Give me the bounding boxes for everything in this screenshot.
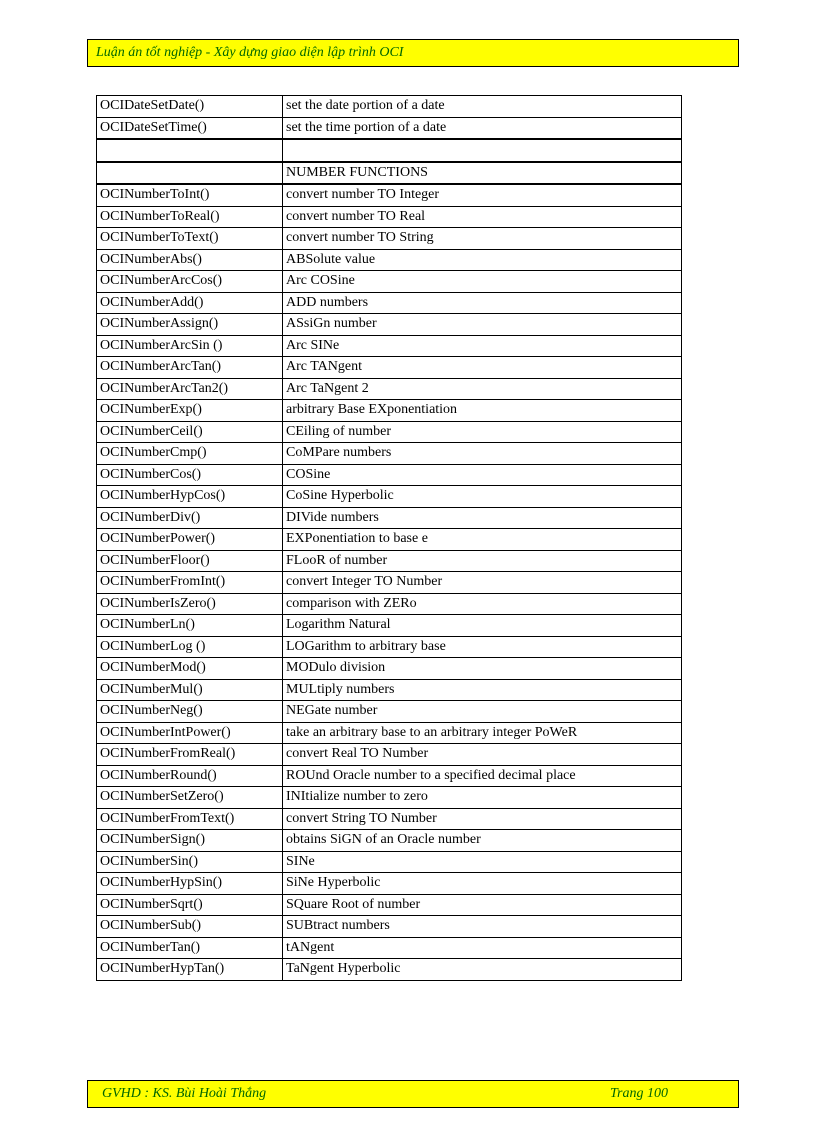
- table-row: [97, 292, 682, 314]
- function-name-cell: [97, 162, 283, 185]
- function-description-cell: INItialize number to zero: [283, 787, 682, 809]
- table-row: [97, 658, 682, 680]
- function-name-cell: OCIDateSetDate(): [97, 96, 283, 118]
- function-name-cell: OCINumberHypCos(): [97, 486, 283, 508]
- function-description-cell: tANgent: [283, 937, 682, 959]
- function-description-cell: ADD numbers: [283, 292, 682, 314]
- function-name-cell: OCINumberFromText(): [97, 808, 283, 830]
- table-row: [97, 937, 682, 959]
- table-row: [97, 117, 682, 139]
- function-description-cell: convert number TO Integer: [283, 184, 682, 206]
- function-description-cell: FLooR of number: [283, 550, 682, 572]
- function-name-cell: OCINumberSetZero(): [97, 787, 283, 809]
- table-row: [97, 572, 682, 594]
- function-description-cell: obtains SiGN of an Oracle number: [283, 830, 682, 852]
- function-description-cell: convert number TO String: [283, 228, 682, 250]
- function-name-cell: OCINumberToReal(): [97, 206, 283, 228]
- function-description-cell: [283, 139, 682, 162]
- function-name-cell: OCINumberMod(): [97, 658, 283, 680]
- function-name-cell: OCINumberIntPower(): [97, 722, 283, 744]
- function-table-wrapper: [96, 95, 681, 981]
- footer-page-number: Trang 100: [610, 1086, 668, 1101]
- function-description-cell: Arc TANgent: [283, 357, 682, 379]
- function-name-cell: OCINumberSin(): [97, 851, 283, 873]
- function-description-cell: Arc COSine: [283, 271, 682, 293]
- table-row: [97, 593, 682, 615]
- table-row: [97, 529, 682, 551]
- table-row: [97, 507, 682, 529]
- function-description-cell: convert Integer TO Number: [283, 572, 682, 594]
- table-row: [97, 228, 682, 250]
- function-description-cell: convert number TO Real: [283, 206, 682, 228]
- table-row: [97, 464, 682, 486]
- function-name-cell: OCINumberRound(): [97, 765, 283, 787]
- function-name-cell: OCINumberFromReal(): [97, 744, 283, 766]
- table-row: [97, 184, 682, 206]
- function-name-cell: OCINumberIsZero(): [97, 593, 283, 615]
- table-row: [97, 96, 682, 118]
- function-description-cell: SiNe Hyperbolic: [283, 873, 682, 895]
- function-name-cell: OCINumberCeil(): [97, 421, 283, 443]
- function-description-cell: EXPonentiation to base e: [283, 529, 682, 551]
- table-row: [97, 271, 682, 293]
- header-title: Luận án tốt nghiệp - Xây dựng giao diện lập trình OCI: [96, 45, 404, 60]
- function-name-cell: OCINumberAdd(): [97, 292, 283, 314]
- function-name-cell: OCINumberLn(): [97, 615, 283, 637]
- table-row: [97, 400, 682, 422]
- function-description-cell: SUBtract numbers: [283, 916, 682, 938]
- table-row: [97, 615, 682, 637]
- function-description-cell: convert Real TO Number: [283, 744, 682, 766]
- function-description-cell: ROUnd Oracle number to a specified decimal place: [283, 765, 682, 787]
- function-name-cell: OCINumberAbs(): [97, 249, 283, 271]
- table-row: [97, 357, 682, 379]
- table-row: [97, 139, 682, 162]
- table-row: [97, 701, 682, 723]
- function-description-cell: ABSolute value: [283, 249, 682, 271]
- table-row: [97, 787, 682, 809]
- function-description-cell: MULtiply numbers: [283, 679, 682, 701]
- function-name-cell: OCINumberArcSin (): [97, 335, 283, 357]
- function-name-cell: OCINumberArcTan(): [97, 357, 283, 379]
- table-row: [97, 722, 682, 744]
- function-name-cell: OCINumberLog (): [97, 636, 283, 658]
- function-name-cell: OCINumberToInt(): [97, 184, 283, 206]
- table-row: [97, 959, 682, 981]
- table-row: [97, 851, 682, 873]
- table-row: [97, 335, 682, 357]
- function-description-cell: NUMBER FUNCTIONS: [283, 162, 682, 185]
- function-description-cell: set the time portion of a date: [283, 117, 682, 139]
- function-description-cell: SINe: [283, 851, 682, 873]
- function-name-cell: OCINumberFloor(): [97, 550, 283, 572]
- function-table: [96, 95, 682, 981]
- function-description-cell: Logarithm Natural: [283, 615, 682, 637]
- function-description-cell: ASsiGn number: [283, 314, 682, 336]
- function-description-cell: DIVide numbers: [283, 507, 682, 529]
- function-name-cell: [97, 139, 283, 162]
- function-description-cell: CoSine Hyperbolic: [283, 486, 682, 508]
- table-row: [97, 679, 682, 701]
- function-name-cell: OCINumberDiv(): [97, 507, 283, 529]
- table-row: [97, 744, 682, 766]
- table-row: [97, 830, 682, 852]
- table-row: [97, 421, 682, 443]
- function-description-cell: CEiling of number: [283, 421, 682, 443]
- function-description-cell: MODulo division: [283, 658, 682, 680]
- function-name-cell: OCINumberTan(): [97, 937, 283, 959]
- function-name-cell: OCINumberSign(): [97, 830, 283, 852]
- function-description-cell: Arc SINe: [283, 335, 682, 357]
- function-name-cell: OCINumberAssign(): [97, 314, 283, 336]
- function-name-cell: OCIDateSetTime(): [97, 117, 283, 139]
- table-row: [97, 894, 682, 916]
- function-name-cell: OCINumberToText(): [97, 228, 283, 250]
- function-name-cell: OCINumberCos(): [97, 464, 283, 486]
- footer-advisor: GVHD : KS. Bùi Hoài Thắng: [102, 1086, 267, 1101]
- function-name-cell: OCINumberHypSin(): [97, 873, 283, 895]
- function-description-cell: NEGate number: [283, 701, 682, 723]
- function-name-cell: OCINumberExp(): [97, 400, 283, 422]
- table-row: [97, 162, 682, 185]
- table-row: [97, 873, 682, 895]
- function-description-cell: arbitrary Base EXponentiation: [283, 400, 682, 422]
- function-name-cell: OCINumberSub(): [97, 916, 283, 938]
- function-name-cell: OCINumberCmp(): [97, 443, 283, 465]
- table-row: [97, 550, 682, 572]
- table-row: [97, 765, 682, 787]
- table-row: [97, 486, 682, 508]
- function-name-cell: OCINumberNeg(): [97, 701, 283, 723]
- function-name-cell: OCINumberMul(): [97, 679, 283, 701]
- function-description-cell: COSine: [283, 464, 682, 486]
- function-name-cell: OCINumberArcTan2(): [97, 378, 283, 400]
- page-footer: [87, 1080, 739, 1108]
- function-name-cell: OCINumberSqrt(): [97, 894, 283, 916]
- function-description-cell: convert String TO Number: [283, 808, 682, 830]
- function-description-cell: comparison with ZERo: [283, 593, 682, 615]
- function-description-cell: set the date portion of a date: [283, 96, 682, 118]
- table-row: [97, 443, 682, 465]
- table-row: [97, 636, 682, 658]
- function-name-cell: OCINumberFromInt(): [97, 572, 283, 594]
- function-description-cell: take an arbitrary base to an arbitrary integer PoWeR: [283, 722, 682, 744]
- table-row: [97, 314, 682, 336]
- page-header: [87, 39, 739, 67]
- table-row: [97, 378, 682, 400]
- function-description-cell: CoMPare numbers: [283, 443, 682, 465]
- table-row: [97, 249, 682, 271]
- function-description-cell: Arc TaNgent 2: [283, 378, 682, 400]
- function-name-cell: OCINumberArcCos(): [97, 271, 283, 293]
- function-name-cell: OCINumberHypTan(): [97, 959, 283, 981]
- function-description-cell: LOGarithm to arbitrary base: [283, 636, 682, 658]
- table-row: [97, 206, 682, 228]
- table-row: [97, 808, 682, 830]
- table-row: [97, 916, 682, 938]
- function-description-cell: SQuare Root of number: [283, 894, 682, 916]
- function-name-cell: OCINumberPower(): [97, 529, 283, 551]
- function-description-cell: TaNgent Hyperbolic: [283, 959, 682, 981]
